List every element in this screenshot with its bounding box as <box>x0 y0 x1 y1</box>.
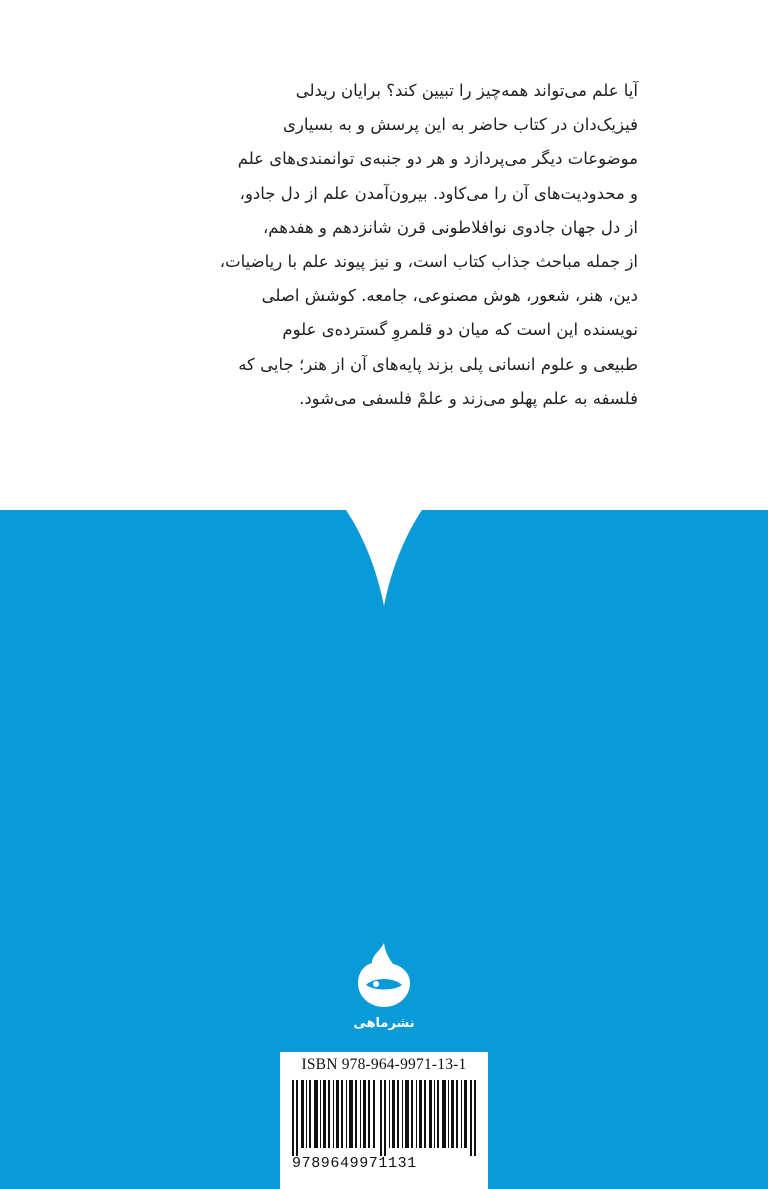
barcode-label <box>280 1052 488 1189</box>
ean-digits: 9789649971131 <box>292 1155 417 1172</box>
blurb-line: موضوعات دیگر می‌پردازد و هر دو جنبه‌ی توانمندی‌های علم <box>237 149 638 169</box>
blurb-line: طبیعی و علوم انسانی پلی بزند پایه‌های آن از هنر؛ جایی که <box>238 354 638 374</box>
blurb-line: از دل جهان جادوی نوافلاطونی قرن شانزدهم و هفدهم، <box>262 217 638 237</box>
publisher-name: نشرماهی <box>353 1016 415 1031</box>
blurb-line: آیا علم می‌تواند همه‌چیز را تبیین کند؟ برایان ریدلی <box>295 81 638 100</box>
blurb-line: فلسفه به علم پهلو می‌زند و علمْ فلسفی می‌شود. <box>299 388 638 408</box>
blurb-line: دین، هنر، شعور، هوش مصنوعی، جامعه. کوشش اصلی <box>261 286 638 306</box>
isbn-number: ISBN 978-964-9971-13-1 <box>301 1056 467 1073</box>
fish-logo-icon <box>344 935 424 1015</box>
blurb-line: فیزیک‌دان در کتاب حاضر به این پرسش و به بسیاری <box>283 115 638 135</box>
blurb-line: از جمله مباحث جذاب کتاب است، و نیز پیوند علم با ریاضیات، <box>219 252 638 272</box>
barcode-icon <box>290 1080 478 1156</box>
blurb-line: نویسنده این است که میان دو قلمروِ گسترده‌ی علوم <box>282 320 638 340</box>
blurb-line: و محدودیت‌های آن را می‌کاود. بیرون‌آمدن علم از دل جادو، <box>239 183 638 203</box>
